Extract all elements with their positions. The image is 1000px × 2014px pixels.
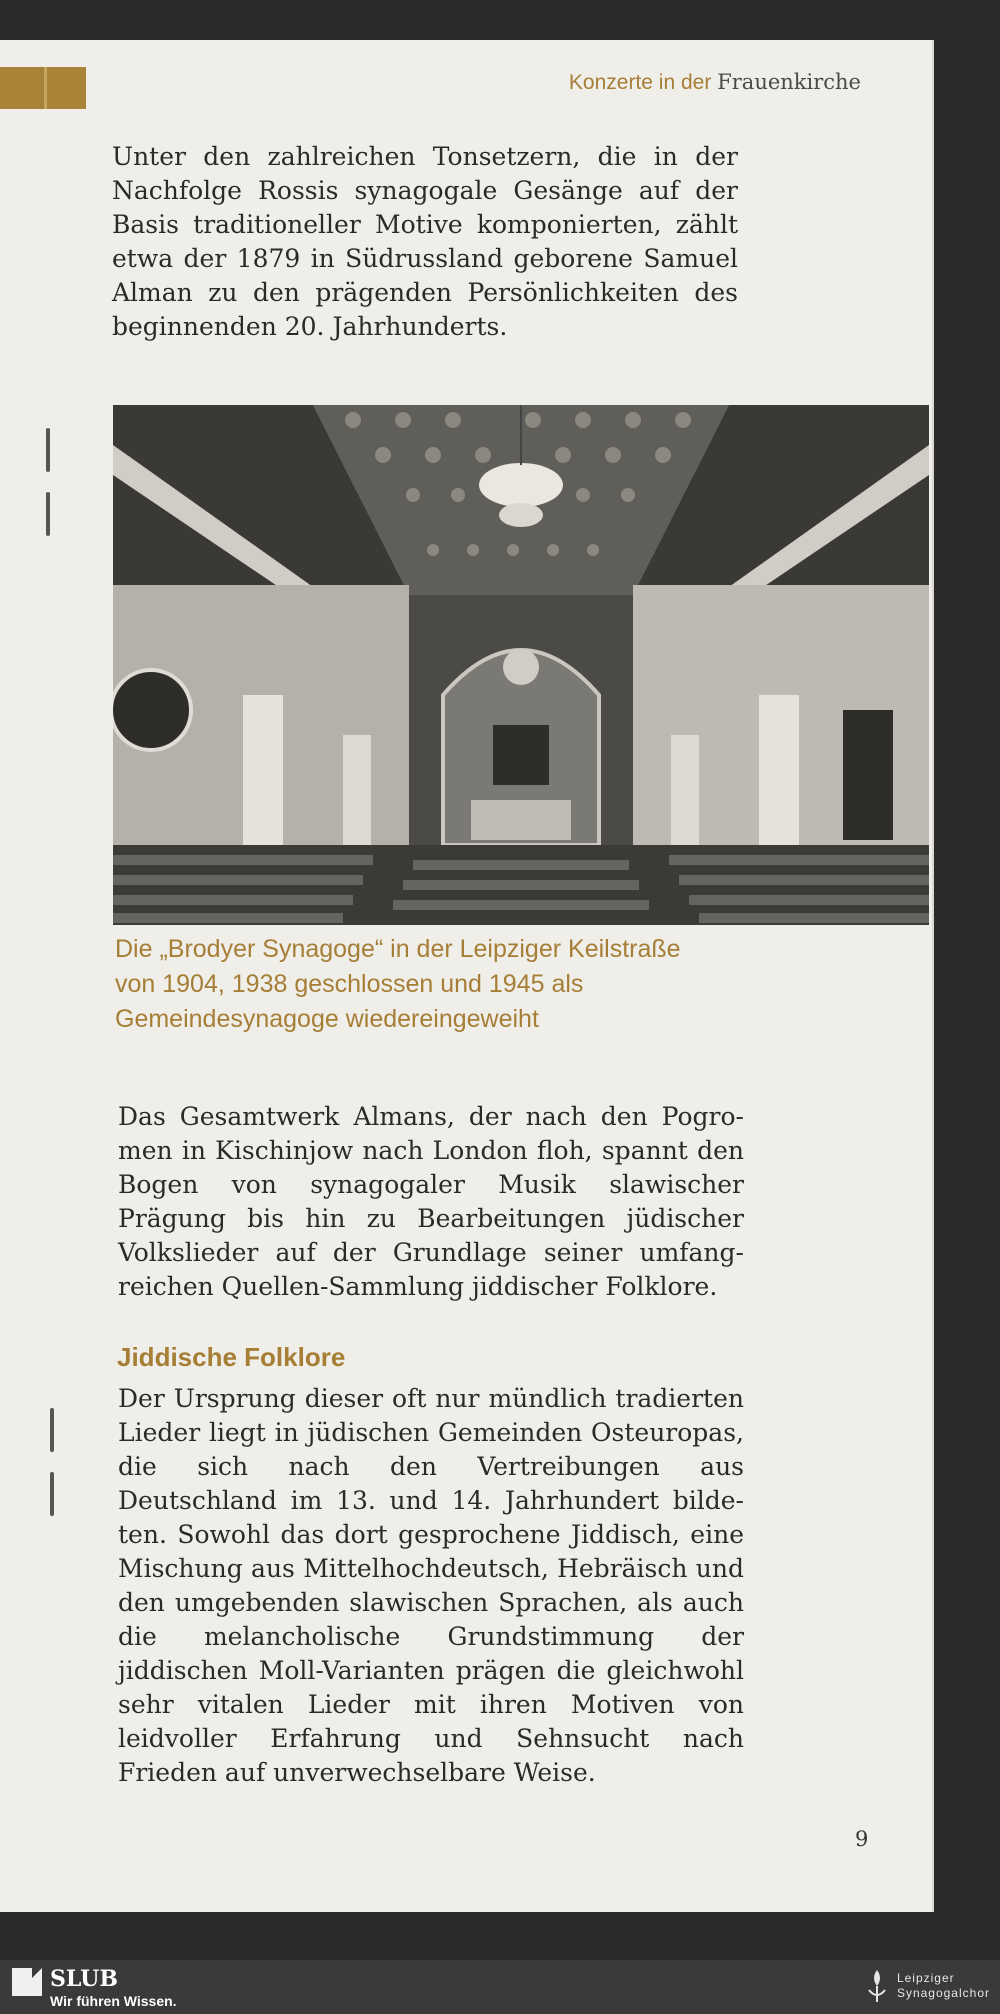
binding-stitch: [50, 1408, 54, 1452]
binding-stitch: [46, 428, 50, 472]
intro-paragraph: Unter den zahlreichen Tonsetzern, die in der Nachfolge Rossis synagogale Gesänge auf der Basis traditioneller Motive komponierten, zählt etwa der 1879 in Südrussland geborene Samuel Alman zu den prägenden Persönlichkeiten des beginnenden 20. Jahrhunderts.: [112, 142, 738, 341]
running-head-prefix: Konzerte in der: [568, 71, 712, 94]
synagogue-photo: [113, 405, 929, 925]
running-head-title: Frauenkirche: [717, 70, 861, 94]
binding-stitch: [46, 492, 50, 536]
slub-name: SLUB: [50, 1966, 118, 1992]
binding-stitch: [50, 1472, 54, 1516]
slub-tagline: Wir führen Wissen.: [50, 1993, 177, 2009]
section-body: Der Ursprung dieser oft nur mündlich tradierten Lieder liegt in jüdischen Gemeinden Osteuropas, die sich nach den Vertreibungen aus Deutschland im 13. und 14. Jahrhundert bildeten. Sowohl das dort gesprochene Jiddisch, eine Mischung aus Mittelhochdeutsch, Hebräisch und den umgebenden slawischen Sprachen, als auch die melancholische Grundstimmung der jiddischen Moll-Varianten prägen die gleichwohl sehr vitalen Lieder mit ihren Motiven von leidvoller Erfahrung und Sehnsucht nach Frieden auf unverwechselbare Weise.: [118, 1384, 744, 1787]
slub-book-icon: [12, 1968, 42, 1996]
choir-name-line1: Leipziger: [896, 1971, 955, 1985]
choir-name-line2: Synagogalchor: [896, 1986, 990, 2000]
corner-accent-block: [0, 67, 86, 109]
page-number: 9: [855, 1827, 869, 1851]
slub-logo[interactable]: [12, 1968, 177, 2009]
viewer-footer: [0, 1960, 1000, 2014]
body-paragraph: Das Gesamtwerk Almans, der nach den Pogromen in Kischinjow nach London floh, spannt den Bogen von synagogaler Musik slawischer Prägung bis hin zu Bearbeitungen jüdischer Volkslieder auf der Grundlage seiner umfangreichen Quellen-Sammlung jiddischer Folklore.: [118, 1102, 744, 1301]
running-head: [569, 70, 861, 95]
choir-logo[interactable]: [865, 1968, 990, 2004]
document-page: [0, 40, 934, 1912]
section-heading: Jiddische Folklore: [117, 1342, 346, 1372]
photo-caption: Die „Brodyer Synagoge“ in der Leipziger Keilstraße von 1904, 1938 geschlossen und 1945 als Gemeindesynagoge wiedereingeweiht: [115, 935, 681, 1033]
menorah-flame-icon: [865, 1968, 889, 2004]
